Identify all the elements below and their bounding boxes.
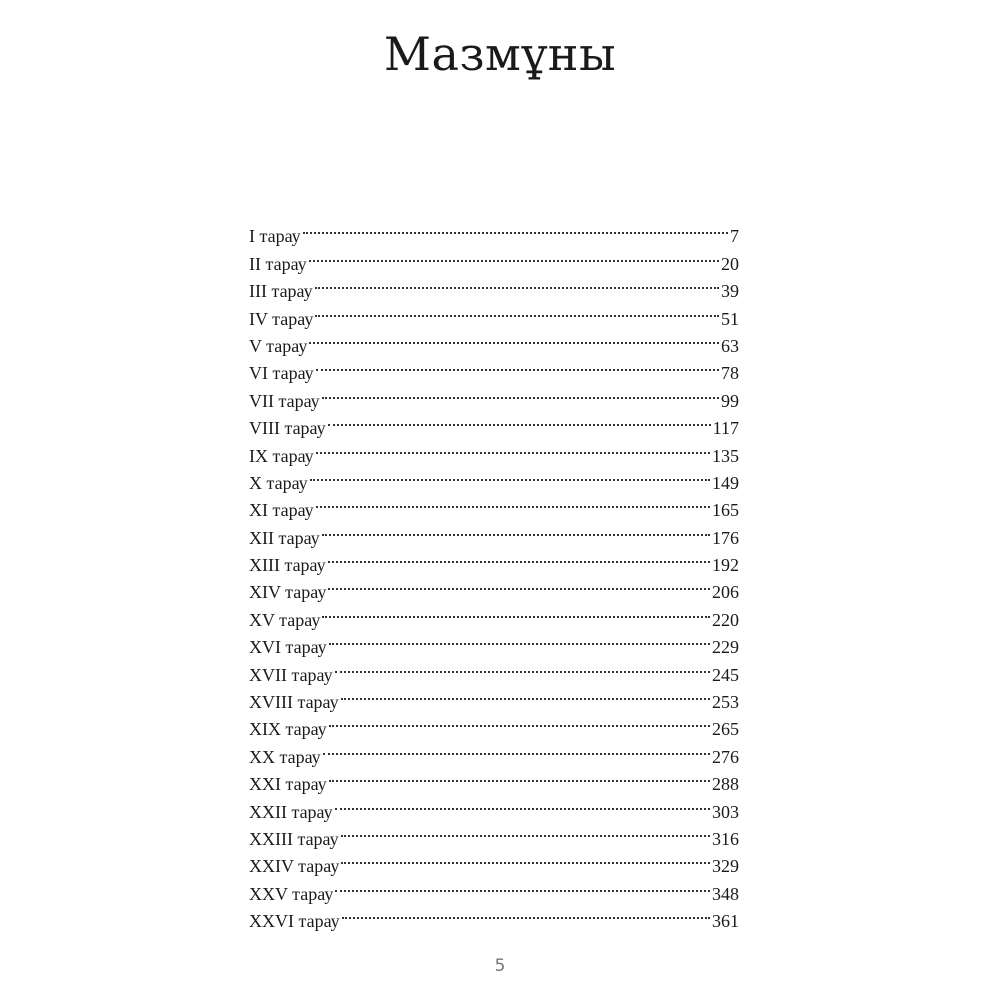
toc-entry-label: XX тарау xyxy=(249,746,321,767)
toc-entry-label: IX тарау xyxy=(249,445,314,466)
toc-dot-leader xyxy=(315,297,719,324)
toc-entry[interactable] xyxy=(249,297,739,329)
toc-dot-leader xyxy=(309,325,719,352)
toc-entry-page: 117 xyxy=(712,418,739,439)
toc-entry-page: 220 xyxy=(712,609,739,630)
toc-dot-leader xyxy=(335,872,710,899)
toc-entry-label: XI тарау xyxy=(249,500,314,521)
toc-entry[interactable] xyxy=(249,462,739,493)
toc-dot-leader xyxy=(310,462,710,489)
toc-dot-leader xyxy=(328,544,710,571)
toc-entry-label: XVIII тарау xyxy=(249,692,339,713)
toc-entry-page: 63 xyxy=(721,335,739,356)
toc-dot-leader xyxy=(329,708,710,735)
toc-entry-label: I тарау xyxy=(249,226,301,247)
toc-entry-label: III тарау xyxy=(249,281,313,302)
toc-dot-leader xyxy=(329,763,710,790)
toc-entry-page: 253 xyxy=(712,692,739,713)
toc-dot-leader xyxy=(303,215,728,242)
toc-entry-label: XIII тарау xyxy=(249,555,326,576)
toc-dot-leader xyxy=(322,516,710,543)
toc-entry-page: 165 xyxy=(712,500,739,521)
toc-entry-label: XXVI тарау xyxy=(249,911,340,932)
toc-entry-page: 288 xyxy=(712,774,739,795)
toc-dot-leader xyxy=(322,379,719,406)
toc-entry-page: 149 xyxy=(712,472,739,493)
toc-entry-label: IV тарау xyxy=(249,308,314,329)
toc-entry[interactable] xyxy=(249,516,739,548)
toc-dot-leader xyxy=(335,790,710,817)
page-number: 5 xyxy=(494,956,506,976)
toc-dot-leader xyxy=(335,653,710,680)
toc-entry-label: V тарау xyxy=(249,335,308,356)
toc-entry-page: 361 xyxy=(712,911,739,932)
toc-entry[interactable] xyxy=(249,352,739,384)
table-of-contents xyxy=(249,215,739,932)
toc-entry-page: 99 xyxy=(721,390,739,411)
toc-dot-leader xyxy=(341,681,710,708)
toc-entry-page: 176 xyxy=(712,527,739,548)
toc-entry-label: XXIII тарау xyxy=(249,828,339,849)
toc-dot-leader xyxy=(309,242,719,269)
toc-entry-page: 276 xyxy=(712,746,739,767)
toc-dot-leader xyxy=(315,270,719,297)
toc-entry[interactable] xyxy=(249,215,739,247)
toc-entry[interactable] xyxy=(249,434,739,466)
toc-entry[interactable] xyxy=(249,270,739,302)
toc-dot-leader xyxy=(342,900,710,927)
toc-entry-label: XVII тарау xyxy=(249,664,333,685)
toc-entry-page: 7 xyxy=(730,226,739,247)
toc-entry-page: 20 xyxy=(721,253,739,274)
toc-entry-label: XVI тарау xyxy=(249,637,327,658)
toc-entry-page: 192 xyxy=(712,555,739,576)
toc-entry-label: VII тарау xyxy=(249,390,320,411)
toc-entry-page: 265 xyxy=(712,719,739,740)
page-title: Мазмұны xyxy=(383,27,617,81)
toc-entry-page: 39 xyxy=(721,281,739,302)
toc-entry-label: XXIV тарау xyxy=(249,856,340,877)
toc-entry-label: XV тарау xyxy=(249,609,321,630)
toc-entry-page: 316 xyxy=(712,828,739,849)
toc-dot-leader xyxy=(316,489,710,516)
toc-entry-label: X тарау xyxy=(249,472,308,493)
toc-entry-label: XXII тарау xyxy=(249,801,333,822)
toc-entry-label: VI тарау xyxy=(249,363,314,384)
toc-entry[interactable] xyxy=(249,598,739,630)
toc-entry-page: 206 xyxy=(712,582,739,603)
toc-entry[interactable] xyxy=(249,626,739,658)
toc-entry-label: II тарау xyxy=(249,253,307,274)
toc-dot-leader xyxy=(316,434,710,461)
toc-entry-label: XIV тарау xyxy=(249,582,327,603)
toc-entry-label: XXV тарау xyxy=(249,883,334,904)
toc-entry-page: 348 xyxy=(712,883,739,904)
toc-entry-page: 135 xyxy=(712,445,739,466)
toc-entry-page: 245 xyxy=(712,664,739,685)
toc-dot-leader xyxy=(323,735,710,762)
toc-entry-page: 303 xyxy=(712,801,739,822)
toc-entry-page: 329 xyxy=(712,856,739,877)
toc-dot-leader xyxy=(316,352,719,379)
toc-dot-leader xyxy=(341,818,710,845)
toc-entry-page: 229 xyxy=(712,637,739,658)
toc-dot-leader xyxy=(341,845,710,872)
toc-entry-label: XXI тарау xyxy=(249,774,327,795)
toc-entry[interactable] xyxy=(249,242,739,274)
toc-entry[interactable] xyxy=(249,407,739,439)
toc-dot-leader xyxy=(328,571,710,598)
toc-entry-label: XIX тарау xyxy=(249,719,327,740)
toc-entry-label: XII тарау xyxy=(249,527,320,548)
toc-dot-leader xyxy=(329,626,710,653)
toc-entry-page: 78 xyxy=(721,363,739,384)
toc-entry[interactable] xyxy=(249,379,739,411)
toc-entry[interactable] xyxy=(249,735,739,767)
toc-entry-label: VIII тарау xyxy=(249,418,326,439)
toc-dot-leader xyxy=(328,407,711,434)
toc-entry[interactable] xyxy=(249,325,739,356)
toc-entry[interactable] xyxy=(249,544,739,576)
toc-entry-page: 51 xyxy=(721,308,739,329)
toc-entry[interactable] xyxy=(249,489,739,521)
toc-dot-leader xyxy=(322,598,710,625)
